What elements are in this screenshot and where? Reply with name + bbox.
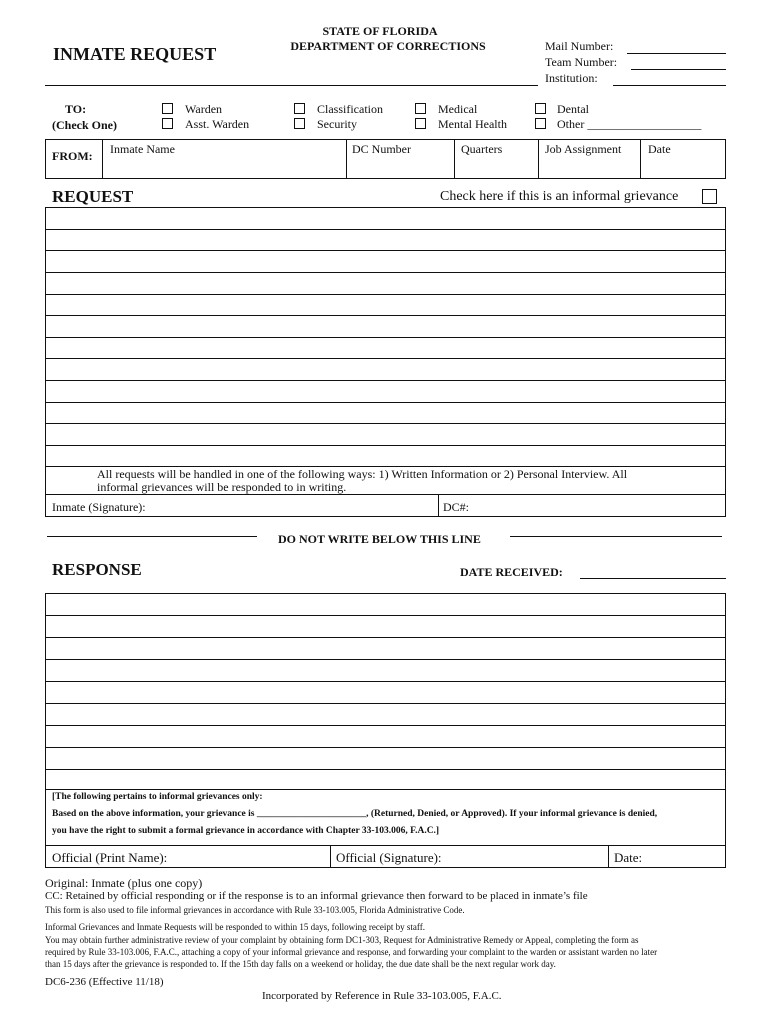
response-line [45, 747, 726, 748]
request-line [45, 380, 726, 381]
request-line [45, 250, 726, 251]
institution-label: Institution: [545, 71, 598, 85]
from-label-cell [45, 139, 103, 179]
also-used-note: This form is also used to file informal grievances in accordance with Rule 33-103.005, Florida Administrative Code. [45, 905, 465, 915]
warden-label: Warden [185, 102, 223, 116]
dental-label: Dental [557, 102, 589, 116]
mail-number-field[interactable] [627, 53, 726, 54]
quarters-cell[interactable] [454, 139, 539, 179]
classification-checkbox[interactable] [294, 103, 305, 114]
to-label: TO: [65, 102, 87, 116]
request-title: REQUEST [52, 187, 134, 206]
request-line [45, 337, 726, 338]
form-title: INMATE REQUEST [53, 44, 217, 64]
security-label: Security [317, 117, 357, 131]
security-checkbox[interactable] [294, 118, 305, 129]
response-line [45, 615, 726, 616]
medical-label: Medical [438, 102, 478, 116]
timing-note: Informal Grievances and Inmate Requests will be responded to within 15 days, following receipt by staff. [45, 922, 425, 932]
job-assignment-label: Job Assignment [545, 142, 622, 156]
title-underline [45, 85, 538, 86]
date-label: Date [648, 142, 671, 156]
official-date-label: Date: [614, 850, 643, 865]
response-line [45, 725, 726, 726]
do-not-write-notice: DO NOT WRITE BELOW THIS LINE [278, 532, 481, 546]
department-heading: DEPARTMENT OF CORRECTIONS [290, 39, 486, 53]
institution-field[interactable] [613, 85, 726, 86]
response-line [45, 681, 726, 682]
request-line [45, 294, 726, 295]
warden-checkbox[interactable] [162, 103, 173, 114]
official-signature-label: Official (Signature): [336, 850, 442, 865]
mental-health-checkbox[interactable] [415, 118, 426, 129]
other-checkbox[interactable] [535, 118, 546, 129]
check-one-label: (Check One) [52, 118, 117, 132]
official-print-name-label: Official (Print Name): [52, 850, 168, 865]
request-line [45, 445, 726, 446]
response-line [45, 703, 726, 704]
informal-grievance-checkbox[interactable] [702, 189, 717, 204]
request-line [45, 315, 726, 316]
dental-checkbox[interactable] [535, 103, 546, 114]
state-heading: STATE OF FLORIDA [322, 24, 438, 38]
response-line [45, 845, 726, 846]
handling-notice-line1: All requests will be handled in one of the following ways: 1) Written Information or 2) Personal Interview. All [97, 467, 628, 481]
dc-number-label: DC Number [352, 142, 411, 156]
handling-notice-line2: informal grievances will be responded to in writing. [97, 480, 347, 494]
official-divider-1 [330, 845, 331, 868]
request-line [45, 272, 726, 273]
informal-only-note: [The following pertains to informal grievances only: [52, 792, 263, 802]
formal-grievance-note: you have the right to submit a formal grievance in accordance with Chapter 33-103.006, F.A.C.] [52, 826, 440, 836]
review-note-line1: You may obtain further administrative review of your complaint by obtaining form DC1-303, Request for Administrative Remedy or Appeal, completing the form as [45, 935, 639, 945]
incorporated-note: Incorporated by Reference in Rule 33-103.005, F.A.C. [262, 990, 502, 1002]
form-number: DC6-236 (Effective 11/18) [45, 976, 164, 988]
response-line [45, 769, 726, 770]
classification-label: Classification [317, 102, 383, 116]
divider-line-right [510, 536, 722, 537]
team-number-label: Team Number: [545, 55, 618, 69]
request-line [45, 423, 726, 424]
review-note-line2: required by Rule 33-103.006, F.A.C., attaching a copy of your informal grievance and response, and forwarding your complaint to the warden or assistant warden no later [45, 947, 658, 957]
inmate-name-cell[interactable] [102, 139, 347, 179]
mail-number-label: Mail Number: [545, 39, 614, 53]
dc-number-cell[interactable] [346, 139, 455, 179]
response-line [45, 659, 726, 660]
asst-warden-label: Asst. Warden [185, 117, 250, 131]
medical-checkbox[interactable] [415, 103, 426, 114]
response-line [45, 637, 726, 638]
from-label: FROM: [52, 149, 93, 163]
response-title: RESPONSE [52, 560, 142, 579]
divider-line-left [47, 536, 257, 537]
request-line [45, 402, 726, 403]
asst-warden-checkbox[interactable] [162, 118, 173, 129]
grievance-outcome-note: Based on the above information, your grievance is _______________________, (Returned, Denied, or Approved). If your informal grievance is denied, [52, 809, 658, 819]
quarters-label: Quarters [461, 142, 503, 156]
inmate-signature-label: Inmate (Signature): [52, 500, 146, 514]
dc-number-signature-label: DC#: [443, 500, 470, 514]
response-line [45, 789, 726, 790]
request-line [45, 358, 726, 359]
team-number-field[interactable] [631, 69, 726, 70]
inmate-name-label: Inmate Name [110, 142, 175, 156]
date-received-field[interactable] [580, 578, 726, 579]
other-label: Other ___________________ [557, 117, 702, 131]
date-cell[interactable] [640, 139, 726, 179]
review-note-line3: than 15 days after the grievance is responded to. If the 15th day falls on a weekend or holiday, the due date shall be the next regular work day. [45, 959, 556, 969]
official-divider-2 [608, 845, 609, 868]
job-assignment-cell[interactable] [538, 139, 641, 179]
cc-note: CC: Retained by official responding or if the response is to an informal grievance then forward to be placed in inmate’s file [45, 890, 588, 902]
original-note: Original: Inmate (plus one copy) [45, 876, 203, 890]
mental-health-label: Mental Health [438, 117, 507, 131]
date-received-label: DATE RECEIVED: [460, 565, 563, 579]
informal-grievance-label: Check here if this is an informal grievance [440, 189, 679, 204]
request-line [45, 229, 726, 230]
signature-divider [438, 494, 439, 517]
